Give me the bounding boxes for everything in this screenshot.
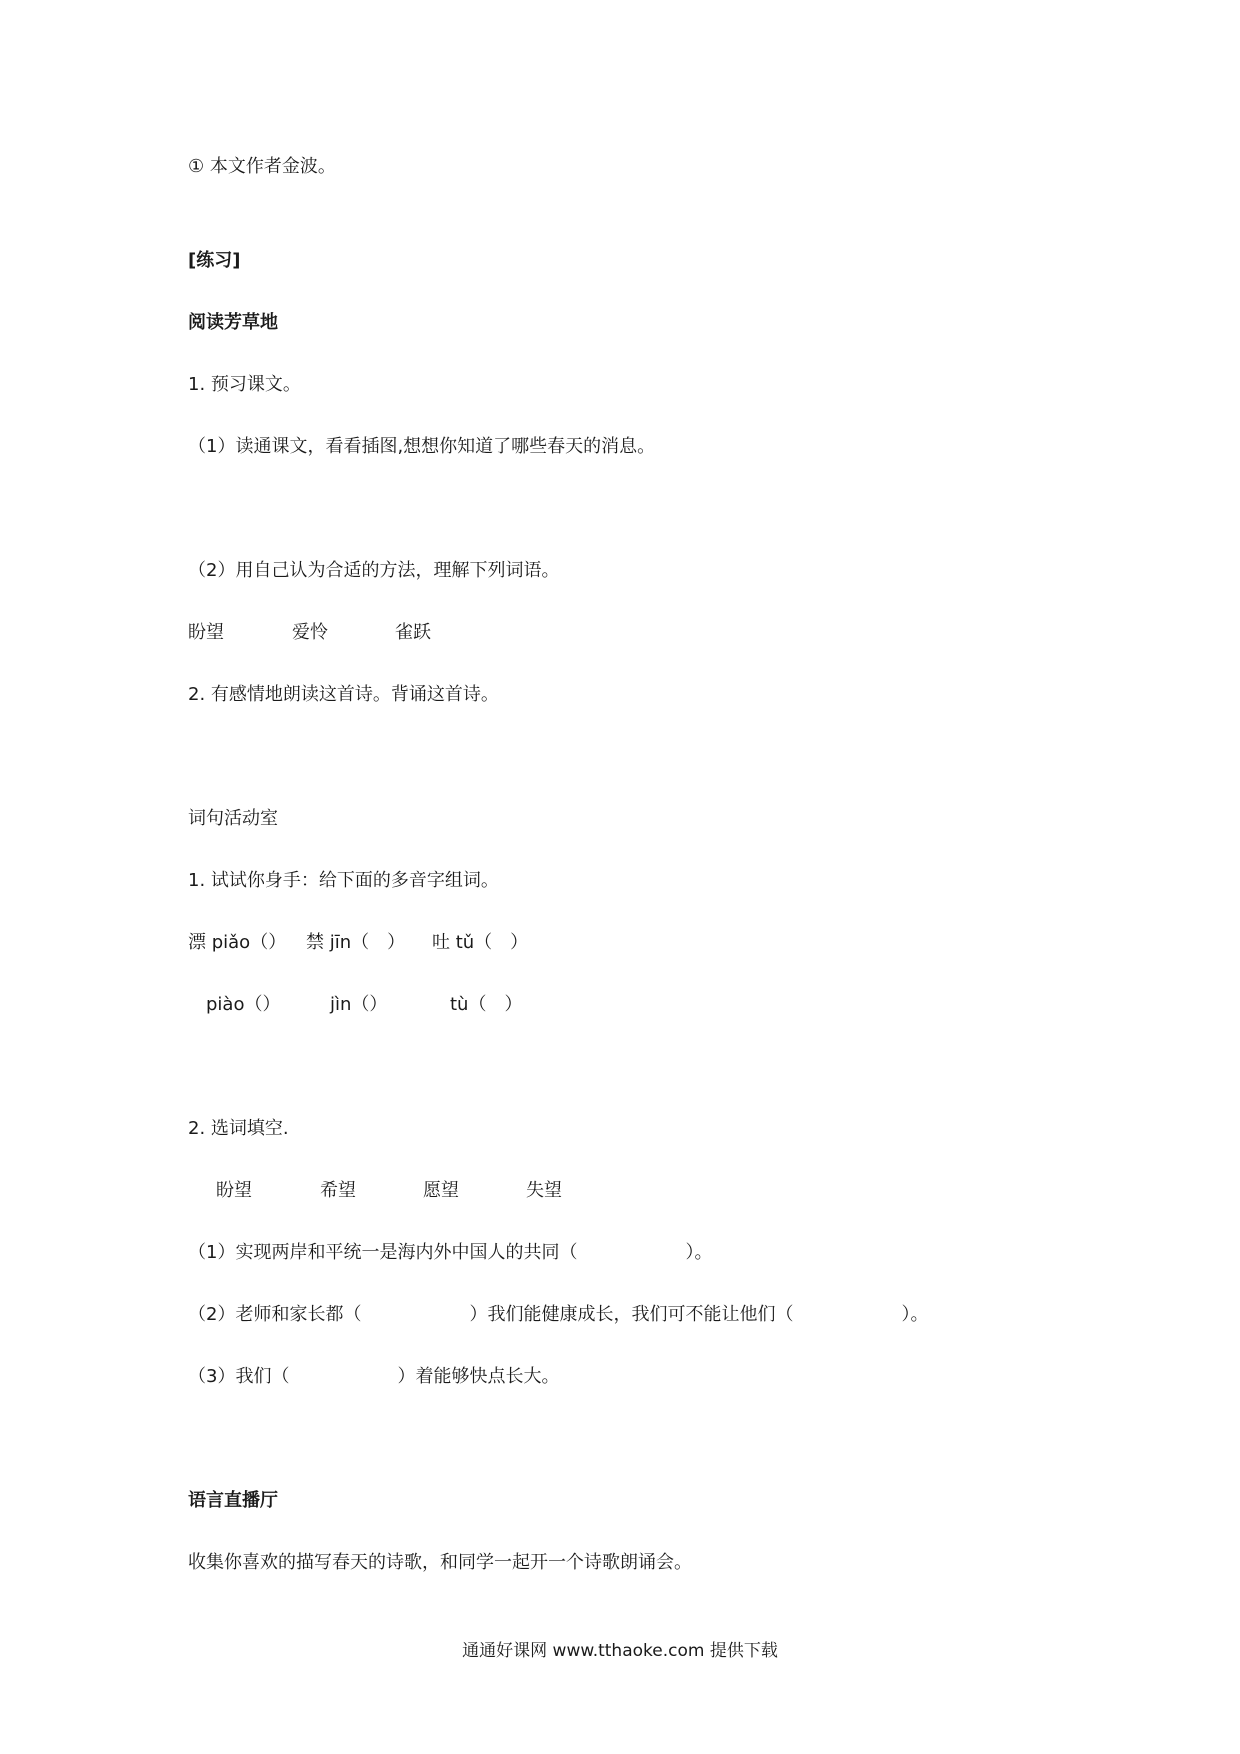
speaking-task: 收集你喜欢的描写春天的诗歌，和同学一起开一个诗歌朗诵会。 xyxy=(188,1552,692,1573)
fill-sentence-2 xyxy=(188,1304,928,1326)
sentence-text: ）着能够快点长大。 xyxy=(397,1366,560,1387)
sentence-text: （1）实现两岸和平统一是海内外中国人的共同（ xyxy=(188,1242,578,1263)
polyphone-item: tù（ ） xyxy=(450,994,523,1015)
question-2: 2. 有感情地朗读这首诗。背诵这首诗。 xyxy=(188,684,499,705)
practice-heading: [练习] xyxy=(188,250,241,271)
sentence-text: （2）老师和家长都（ xyxy=(188,1304,362,1325)
question-polyphone: 1. 试试你身手：给下面的多音字组词。 xyxy=(188,870,499,891)
fill-sentence-3 xyxy=(188,1366,559,1388)
page-footer: 通通好课网 www.tthaoke.com 提供下载 xyxy=(462,1641,778,1661)
word-choice: 失望 xyxy=(526,1180,562,1201)
word-choice: 盼望 xyxy=(216,1180,252,1201)
question-1-2: （2）用自己认为合适的方法，理解下列词语。 xyxy=(188,560,560,581)
polyphone-item: 吐 tǔ（ ） xyxy=(432,932,529,953)
sentence-text: （3）我们（ xyxy=(188,1366,290,1387)
polyphone-item: piào（） xyxy=(206,994,281,1015)
section-title-words: 词句活动室 xyxy=(188,808,278,829)
question-1: 1. 预习课文。 xyxy=(188,374,301,395)
question-fill: 2. 选词填空. xyxy=(188,1118,289,1139)
section-title-reading: 阅读芳草地 xyxy=(188,312,278,333)
sentence-text: ）。 xyxy=(685,1242,713,1263)
vocab-word: 雀跃 xyxy=(395,622,431,643)
word-choice: 希望 xyxy=(320,1180,356,1201)
word-choice: 愿望 xyxy=(423,1180,459,1201)
section-title-speaking: 语言直播厅 xyxy=(188,1490,278,1511)
polyphone-item: 漂 piǎo（） xyxy=(188,932,287,953)
polyphone-item: jìn（） xyxy=(330,994,388,1015)
vocab-word: 盼望 xyxy=(188,622,224,643)
polyphone-item: 禁 jīn（ ） xyxy=(306,932,406,953)
sentence-text: ）我们能健康成长，我们可不能让他们（ xyxy=(469,1304,794,1325)
fill-sentence-1 xyxy=(188,1242,712,1264)
vocab-word: 爱怜 xyxy=(292,622,328,643)
footnote: ① 本文作者金波。 xyxy=(188,156,336,177)
question-1-1: （1）读通课文，看看插图,想想你知道了哪些春天的消息。 xyxy=(188,436,656,457)
sentence-text: ）。 xyxy=(901,1304,929,1325)
